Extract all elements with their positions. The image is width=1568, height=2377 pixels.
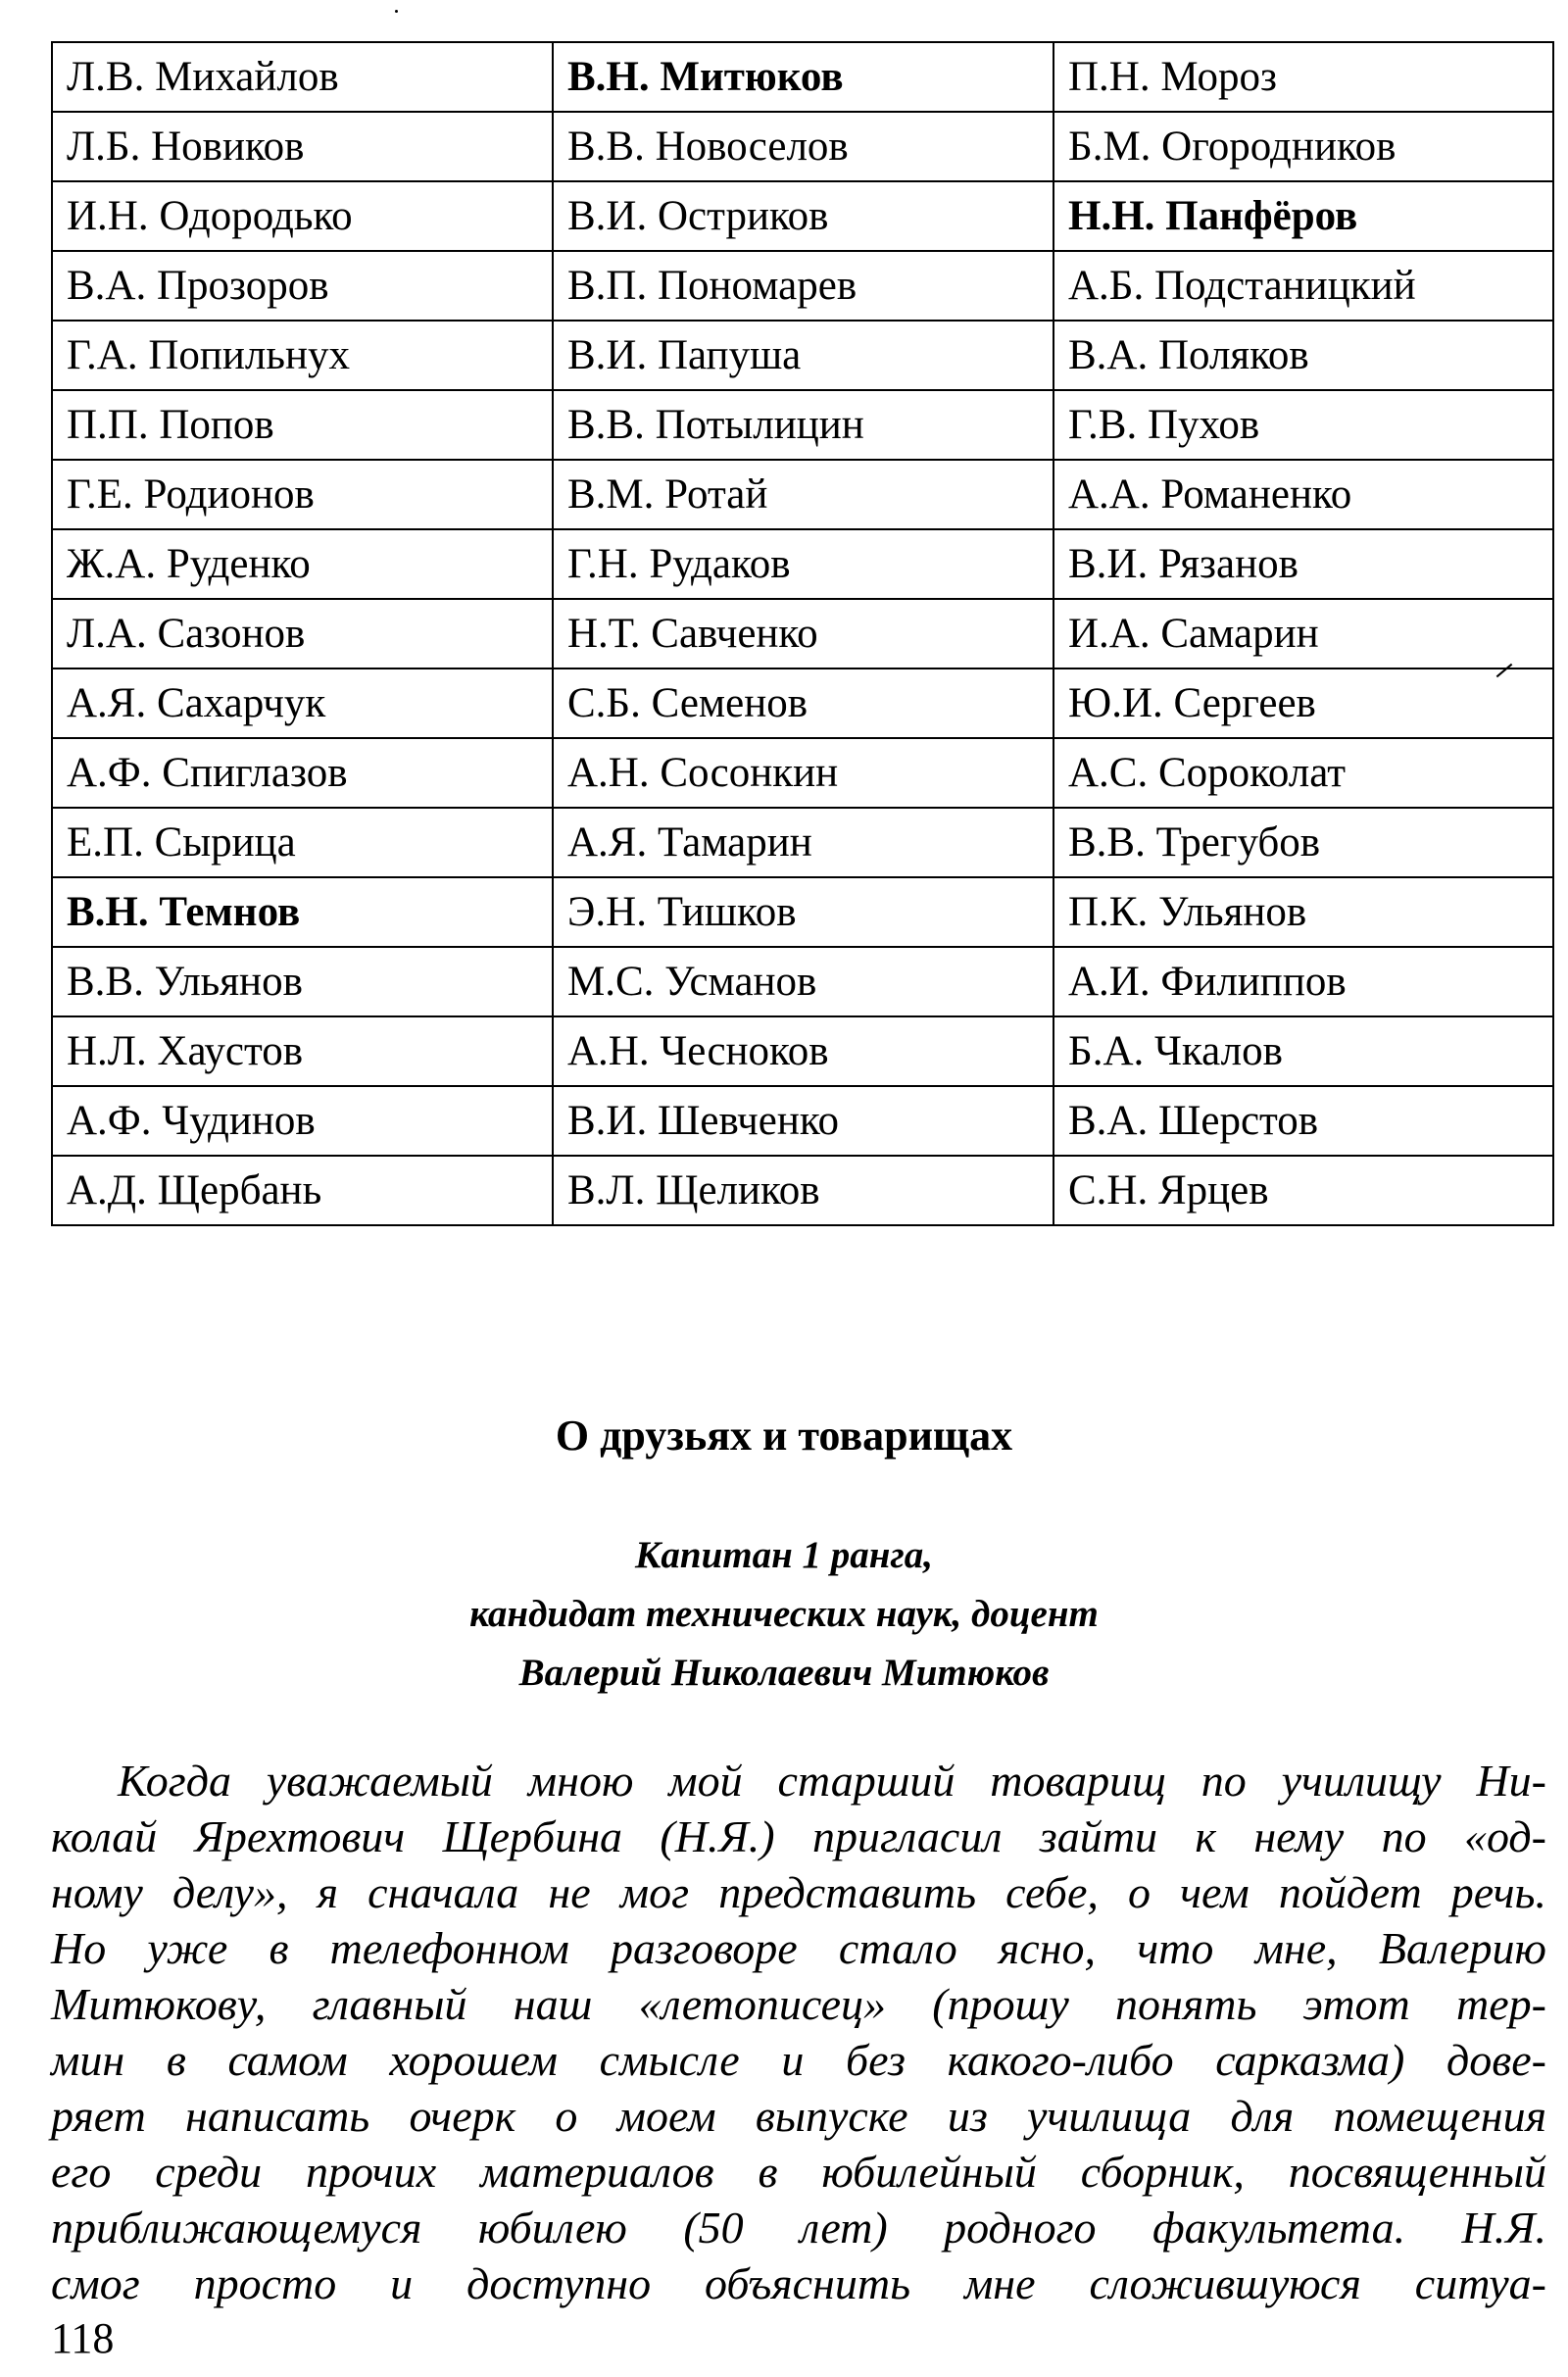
name-cell: П.К. Ульянов [1054,877,1553,947]
table-row [52,321,1553,390]
author-rank: Капитан 1 ранга, [634,1534,934,1576]
body-line: мин в самом хорошем смысле и без какого-либо сарказма) дове- [51,2035,1546,2085]
name-cell: Л.Б. Новиков [52,112,553,181]
name-cell: А.С. Сороколат [1054,738,1553,808]
table-row [52,112,1553,181]
name-cell: А.Б. Подстаницкий [1054,251,1553,321]
body-line: Когда уважаемый мною мой старший товарищ по училищу Ни- [118,1756,1546,1806]
author-byline [0,1526,1568,1703]
name-cell: В.В. Трегубов [1054,808,1553,877]
name-cell: Н.Н. Панфёров [1054,181,1553,251]
table-row [52,738,1553,808]
name-cell: Г.В. Пухов [1054,390,1553,460]
name-cell: В.П. Пономарев [553,251,1054,321]
name-cell: Н.Л. Хаустов [52,1016,553,1086]
name-cell: А.Ф. Спиглазов [52,738,553,808]
body-line: приближающемуся юбилею (50 лет) родного факультета. Н.Я. [51,2203,1546,2253]
author-degree: кандидат технических наук, доцент [469,1593,1099,1635]
name-cell: М.С. Усманов [553,947,1054,1016]
name-cell: В.И. Рязанов [1054,529,1553,599]
names-table [51,41,1554,1226]
body-line: ряет написать очерк о моем выпуске из училища для помещения [51,2091,1546,2141]
name-cell: А.А. Романенко [1054,460,1553,529]
table-row [52,460,1553,529]
section-title: О друзьях и товарищах [555,1411,1013,1460]
name-cell: В.М. Ротай [553,460,1054,529]
name-cell: В.Л. Щеликов [553,1156,1054,1225]
name-cell: А.И. Филиппов [1054,947,1553,1016]
table-row [52,181,1553,251]
name-cell: И.Н. Одородько [52,181,553,251]
name-cell: Г.А. Попильнух [52,321,553,390]
table-row [52,1156,1553,1225]
body-line: Но уже в телефонном разговоре стало ясно, что мне, Валерию [51,1923,1546,1973]
name-cell: В.В. Новоселов [553,112,1054,181]
name-cell: В.Н. Темнов [52,877,553,947]
name-cell: В.И. Папуша [553,321,1054,390]
name-cell: А.Я. Тамарин [553,808,1054,877]
table-row [52,599,1553,669]
name-cell: П.П. Попов [52,390,553,460]
name-cell: Г.Е. Родионов [52,460,553,529]
name-cell: А.Д. Щербань [52,1156,553,1225]
table-row [52,877,1553,947]
table-row [52,251,1553,321]
table-row [52,669,1553,738]
body-line: ному делу», я сначала не мог представить себе, о чем пойдет речь. [51,1867,1546,1917]
name-cell: С.Н. Ярцев [1054,1156,1553,1225]
name-cell: Н.Т. Савченко [553,599,1054,669]
names-table-body [52,42,1553,1225]
name-cell: В.И. Остриков [553,181,1054,251]
name-cell: А.Н. Чесноков [553,1016,1054,1086]
name-cell: Е.П. Сырица [52,808,553,877]
name-cell: Л.В. Михайлов [52,42,553,112]
author-name: Валерий Николаевич Митюков [518,1652,1050,1694]
name-cell: В.В. Ульянов [52,947,553,1016]
table-row [52,808,1553,877]
name-cell: П.Н. Мороз [1054,42,1553,112]
body-line: его среди прочих материалов в юбилейный сборник, посвященный [51,2147,1546,2197]
table-row [52,1016,1553,1086]
name-cell: Б.М. Огородников [1054,112,1553,181]
name-cell: А.Я. Сахарчук [52,669,553,738]
table-row [52,947,1553,1016]
name-cell: И.А. Самарин [1054,599,1553,669]
name-cell: А.Н. Сосонкин [553,738,1054,808]
name-cell: Г.Н. Рудаков [553,529,1054,599]
name-cell: В.А. Поляков [1054,321,1553,390]
print-speck [395,10,398,13]
name-cell: В.И. Шевченко [553,1086,1054,1156]
name-cell: Б.А. Чкалов [1054,1016,1553,1086]
name-cell: С.Б. Семенов [553,669,1054,738]
page-number: 118 [51,2314,115,2362]
table-row [52,390,1553,460]
name-cell: Ж.А. Руденко [52,529,553,599]
body-line: смог просто и доступно объяснить мне сложившуюся ситуа- [51,2258,1546,2308]
article-body [51,1753,1546,2311]
table-row [52,1086,1553,1156]
name-cell: Ю.И. Сергеев [1054,669,1553,738]
table-row [52,529,1553,599]
body-line: Митюкову, главный наш «летописец» (прошу понять этот тер- [51,1979,1546,2029]
name-cell: В.А. Шерстов [1054,1086,1553,1156]
name-cell: В.Н. Митюков [553,42,1054,112]
body-line: колай Ярехтович Щербина (Н.Я.) пригласил зайти к нему по «од- [51,1811,1546,1861]
table-row [52,42,1553,112]
name-cell: В.В. Потылицин [553,390,1054,460]
name-cell: Э.Н. Тишков [553,877,1054,947]
name-cell: Л.А. Сазонов [52,599,553,669]
name-cell: А.Ф. Чудинов [52,1086,553,1156]
name-cell: В.А. Прозоров [52,251,553,321]
